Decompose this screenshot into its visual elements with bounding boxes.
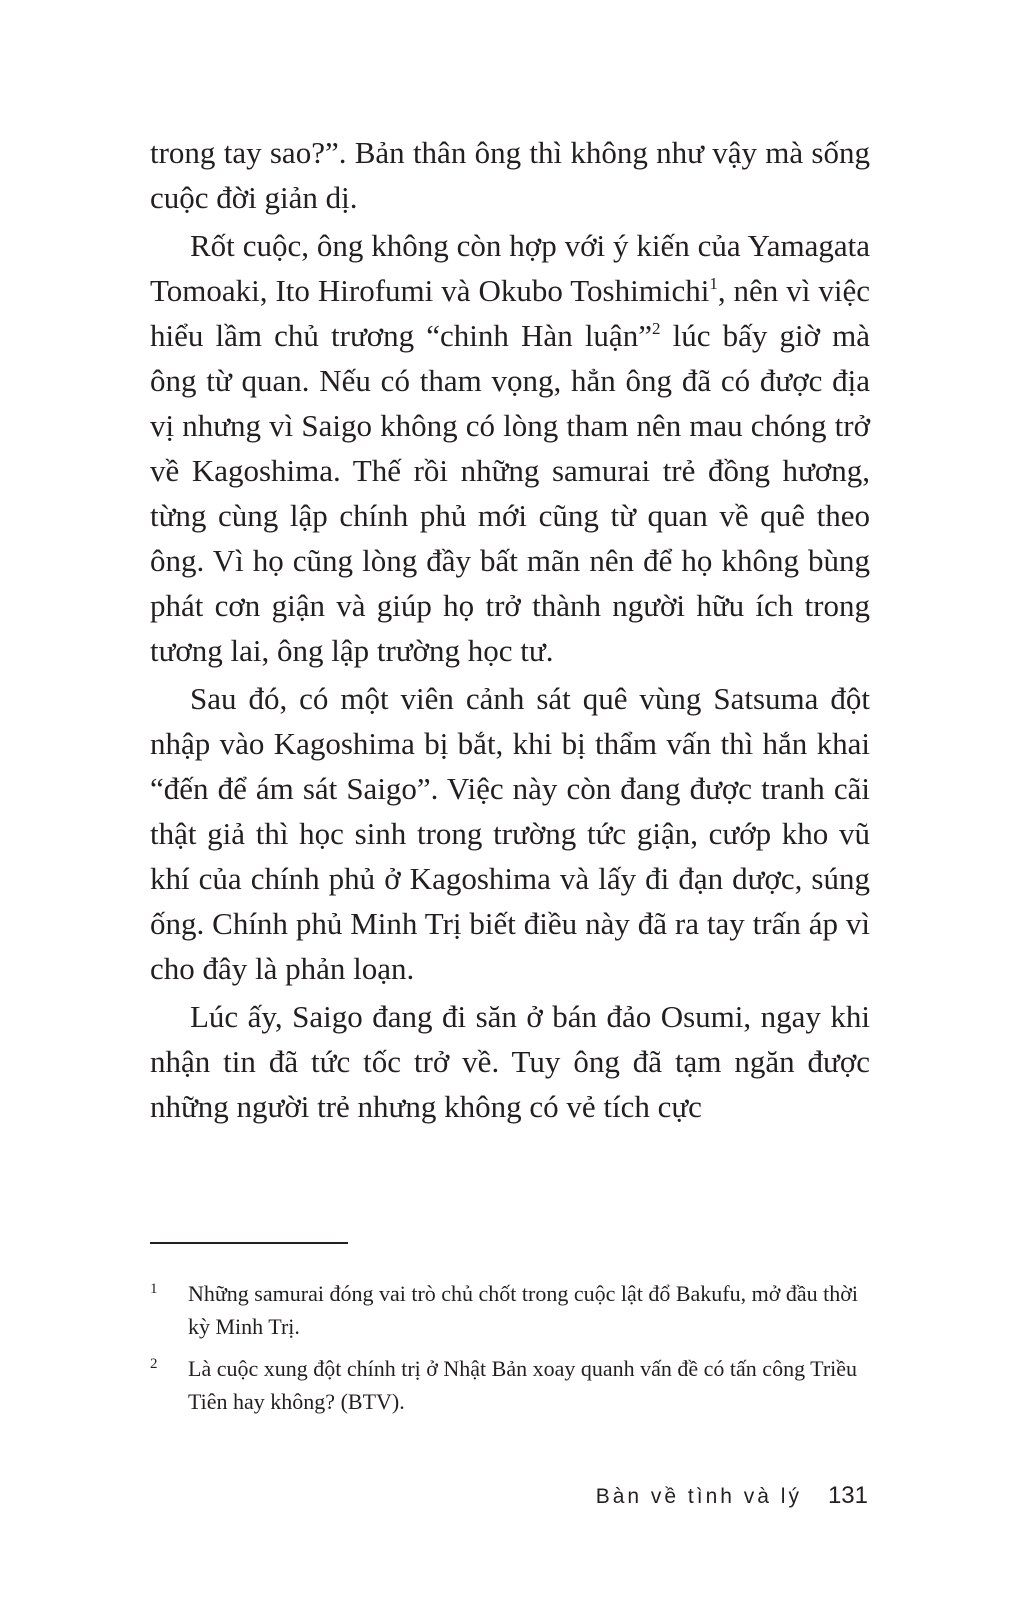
body-text [150,130,870,1132]
paragraph-3: Sau đó, có một viên cảnh sát quê vùng Satsuma đột nhập vào Kagoshima bị bắt, khi bị thẩm vấn thì hắn khai “đến để ám sát Saigo”. Việc này còn đang được tranh cãi thật giả thì học sinh trong trường tức giận, cướp kho vũ khí của chính phủ ở Kagoshima và lấy đi đạn dược, súng ống. Chính phủ Minh Trị biết điều này đã ra tay trấn áp vì cho đây là phản loạn. [150,681,870,986]
paragraph-2 [150,223,870,673]
footnote-number: 1 [150,1281,158,1297]
footnote-divider [150,1242,348,1244]
paragraph-2-part-b: , nên vì việc hiểu lầm chủ trương “chinh Hàn luận” [150,273,870,353]
footnote-ref-1: 1 [709,274,718,293]
paragraph-2-part-a: Rốt cuộc, ông không còn hợp với ý kiến của Yamagata Tomoaki, Ito Hirofumi và Okubo Toshimichi [150,228,870,308]
page-footer [596,1482,868,1518]
footnote-number: 2 [150,1356,158,1372]
paragraph-4: Lúc ấy, Saigo đang đi săn ở bán đảo Osumi, ngay khi nhận tin đã tức tốc trở về. Tuy ông đã tạm ngăn được những người trẻ nhưng không có vẻ tích cực [150,999,870,1124]
paragraph-2-part-c: lúc bấy giờ mà ông từ quan. Nếu có tham vọng, hẳn ông đã có được địa vị nhưng vì Saigo không có lòng tham nên mau chóng trở về Kagoshima. Thế rồi những samurai trẻ đồng hương, từng cùng lập chính phủ mới cũng từ quan về quê theo ông. Vì họ cũng lòng đầy bất mãn nên để họ không bùng phát cơn giận và giúp họ trở thành người hữu ích trong tương lai, ông lập trường học tư. [150,318,870,668]
running-title: Bàn về tình và lý [595,1485,802,1508]
footnote-2 [150,1352,870,1418]
footnote-text: Là cuộc xung đột chính trị ở Nhật Bản xoay quanh vấn đề có tấn công Triều Tiên hay không? (BTV). [188,1356,858,1414]
paragraph-1: trong tay sao?”. Bản thân ông thì không như vậy mà sống cuộc đời giản dị. [150,135,870,215]
page-number: 131 [827,1482,868,1509]
footnote-1 [150,1277,870,1343]
footnotes [150,1277,870,1427]
footnote-text: Những samurai đóng vai trò chủ chốt trong cuộc lật đổ Bakufu, mở đầu thời kỳ Minh Trị. [188,1281,859,1339]
footnote-ref-2: 2 [651,319,661,338]
